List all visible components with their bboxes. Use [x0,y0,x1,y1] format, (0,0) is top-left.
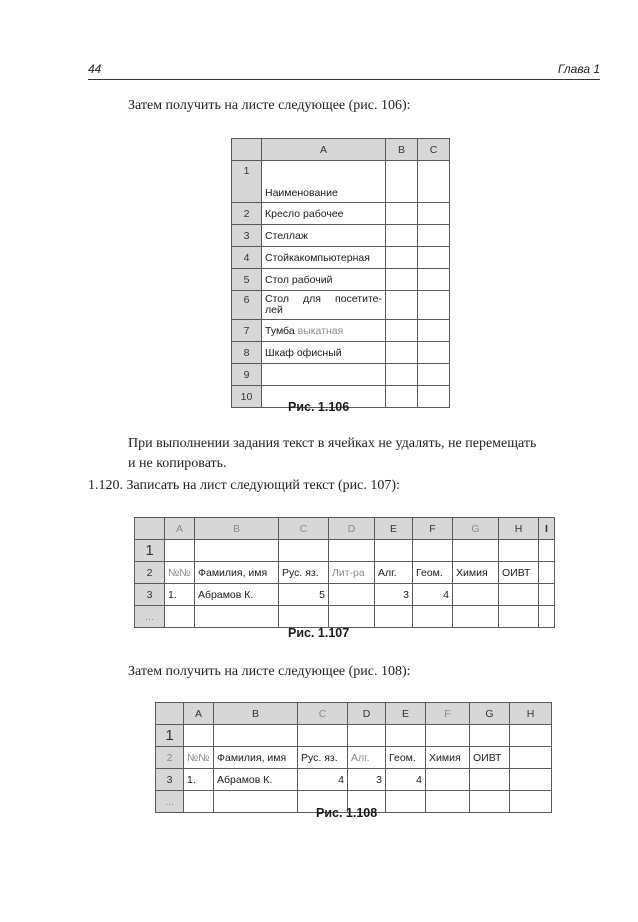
row-header: 2 [232,203,262,225]
cell [499,540,539,562]
cell [418,364,450,386]
cell [386,225,418,247]
row-header: 5 [232,269,262,291]
cell-a6 [262,291,386,320]
cell [470,791,510,813]
row-header: 6 [232,291,262,320]
spreadsheet-fig-107 [134,517,555,628]
cell [418,291,450,320]
col-header: B [195,518,279,540]
row-header: ... [156,791,184,813]
corner-cell [232,139,262,161]
row-header: ... [135,606,165,628]
cell-a7 [262,320,386,342]
cell [214,791,298,813]
cell: Геом. [413,562,453,584]
cell [418,320,450,342]
cell: Абрамов К. [195,584,279,606]
cell [418,161,450,203]
cell [453,606,499,628]
cell [510,725,552,747]
figure-caption-108: Рис. 1.108 [316,806,378,820]
col-header: A [165,518,195,540]
cell [279,540,329,562]
row-header: 8 [232,342,262,364]
col-header: H [499,518,539,540]
cell [453,540,499,562]
cell: 1. [184,769,214,791]
figure-caption-106: Рис. 1.106 [288,400,350,414]
col-header: F [426,703,470,725]
cell [386,247,418,269]
col-header: G [470,703,510,725]
cell [418,342,450,364]
cell [329,540,375,562]
col-header-a: A [262,139,386,161]
cell [386,291,418,320]
col-header: A [184,703,214,725]
spreadsheet-fig-106 [231,138,450,408]
cell [539,562,555,584]
cell-a4: Стойкакомпьютерная [262,247,386,269]
cell [418,225,450,247]
cell [386,791,426,813]
row-header: 1 [156,725,184,747]
row-header: 2 [135,562,165,584]
cell [195,606,279,628]
row-header: 7 [232,320,262,342]
cell [386,269,418,291]
cell-a7-faint: выкатная [297,324,344,337]
col-header: E [375,518,413,540]
cell-a5: Стол рабочий [262,269,386,291]
row-header: 3 [232,225,262,247]
cell: Рус. яз. [298,747,348,769]
col-header: I [539,518,555,540]
cell: Алг. [348,747,386,769]
cell: Алг. [375,562,413,584]
cell [386,725,426,747]
col-header: B [214,703,298,725]
cell: Абрамов К. [214,769,298,791]
cell [413,606,453,628]
col-header: D [329,518,375,540]
row-header: 4 [232,247,262,269]
cell: 4 [413,584,453,606]
cell-a7-main: Тумба [265,324,295,337]
header-rule [88,79,600,80]
page-header [88,62,600,80]
cell [386,161,418,203]
cell [470,725,510,747]
cell [539,606,555,628]
cell [426,791,470,813]
cell-a8: Шкаф офисный [262,342,386,364]
cell: 4 [298,769,348,791]
cell: №№ [184,747,214,769]
col-header-c: C [418,139,450,161]
col-header: C [298,703,348,725]
cell [348,725,386,747]
row-header: 10 [232,386,262,408]
cell [418,247,450,269]
task-paragraph-107: 1.120. Записать на лист следующий текст (рис. 107): [88,478,400,493]
cell [510,769,552,791]
row-header: 1 [135,540,165,562]
figure-caption-107: Рис. 1.107 [288,626,350,640]
cell [426,725,470,747]
cell [418,386,450,408]
cell [510,747,552,769]
cell: Фамилия, имя [195,562,279,584]
cell [386,342,418,364]
cell-a2: Кресло рабочее [262,203,386,225]
cell-a6-line2: лей [265,304,283,316]
row-header: 3 [156,769,184,791]
cell [386,320,418,342]
cell: Лит-ра [329,562,375,584]
cell [279,606,329,628]
col-header: H [510,703,552,725]
cell: ОИВТ [470,747,510,769]
cell [329,606,375,628]
col-header: D [348,703,386,725]
cell: ОИВТ [499,562,539,584]
col-header: C [279,518,329,540]
cell-a6-line1: Стол для посетите- [265,293,382,305]
cell [375,606,413,628]
col-header: F [413,518,453,540]
cell: 1. [165,584,195,606]
cell [165,540,195,562]
note-paragraph-line2: и не копировать. [128,456,227,471]
cell: №№ [165,562,195,584]
cell [539,540,555,562]
cell: 3 [348,769,386,791]
cell [453,584,499,606]
row-header: 1 [232,161,262,203]
row-header: 3 [135,584,165,606]
cell [470,769,510,791]
cell [386,386,418,408]
cell [184,725,214,747]
cell [386,203,418,225]
cell [499,606,539,628]
cell [510,791,552,813]
row-header: 9 [232,364,262,386]
cell: 4 [386,769,426,791]
cell [499,584,539,606]
chapter-title: Глава 1 [557,62,600,76]
col-header: E [386,703,426,725]
cell [165,606,195,628]
intro-paragraph-108: Затем получить на листе следующее (рис. 108): [128,664,411,679]
cell [214,725,298,747]
cell: Фамилия, имя [214,747,298,769]
corner-cell [156,703,184,725]
cell [418,203,450,225]
cell: Химия [453,562,499,584]
cell [418,269,450,291]
intro-paragraph-106: Затем получить на листе следующее (рис. 106): [128,98,411,113]
cell [426,769,470,791]
cell [329,584,375,606]
cell: Рус. яз. [279,562,329,584]
cell [413,540,453,562]
cell-a9 [262,364,386,386]
cell: Химия [426,747,470,769]
col-header: G [453,518,499,540]
cell [375,540,413,562]
page-number: 44 [88,62,102,76]
corner-cell [135,518,165,540]
cell: 5 [279,584,329,606]
cell-a3: Стеллаж [262,225,386,247]
cell [539,584,555,606]
col-header-b: B [386,139,418,161]
cell: 3 [375,584,413,606]
cell [298,725,348,747]
cell-a1: Наименование [262,161,386,203]
cell: Геом. [386,747,426,769]
row-header: 2 [156,747,184,769]
cell [184,791,214,813]
cell [195,540,279,562]
note-paragraph-line1: При выполнении задания текст в ячейках не удалять, не перемещать [128,436,537,451]
spreadsheet-fig-108 [155,702,552,813]
cell [386,364,418,386]
